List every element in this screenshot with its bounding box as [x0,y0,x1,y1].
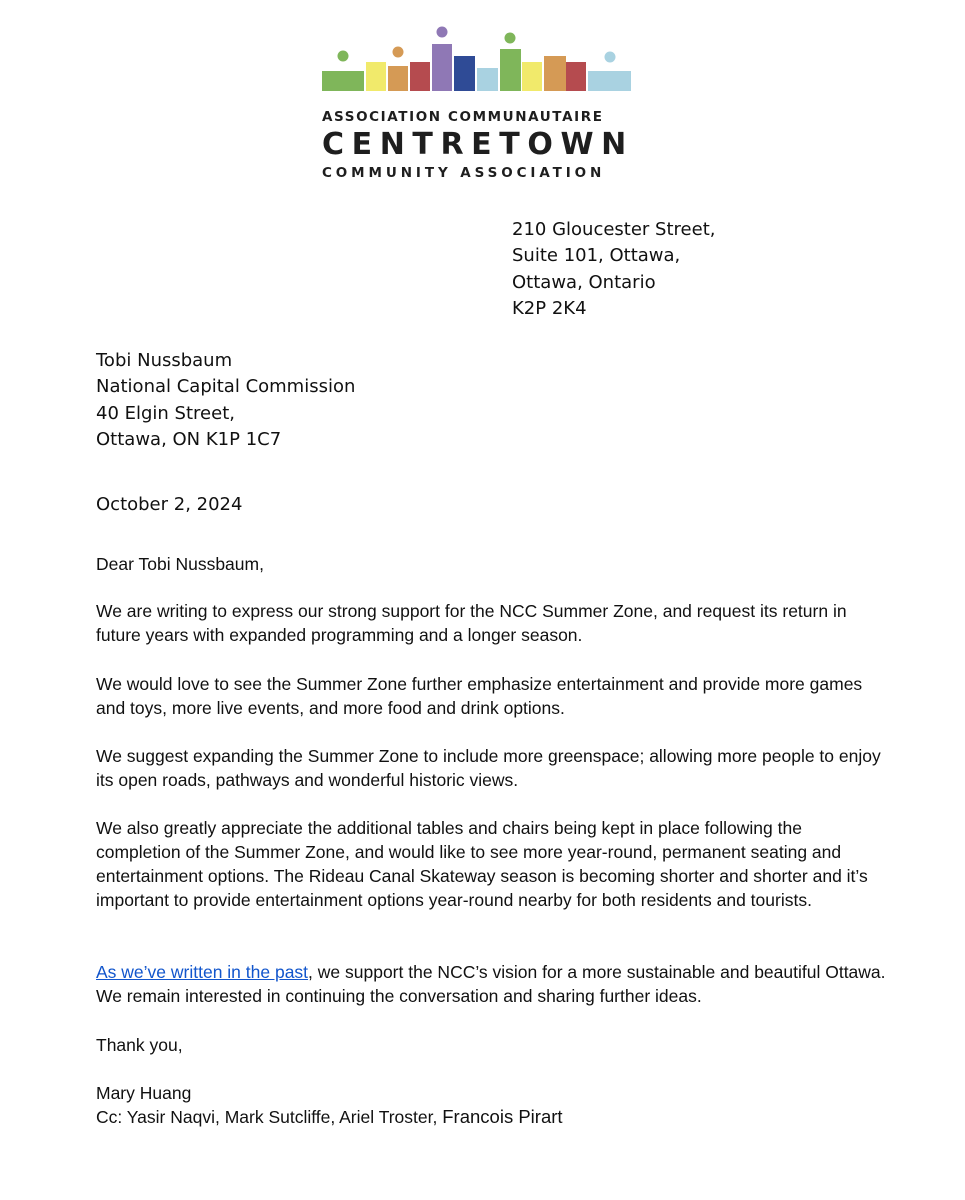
paragraph-5 [96,960,886,1008]
paragraph-3: We suggest expanding the Summer Zone to include more greenspace; allowing more people to enjoy its open roads, pathways and wonderful historic views. [96,746,881,790]
logo-dot [605,52,616,63]
logo-bars-graphic [0,0,965,110]
paragraph-2: We would love to see the Summer Zone further emphasize entertainment and provide more games and toys, more live events, and more food and drink options. [96,674,863,718]
cc-last-recipient: Francois Pirart [442,1106,563,1127]
letter-date: October 2, 2024 [96,494,243,515]
recipient-street: 40 Elgin Street, [96,402,235,424]
logo-text-centretown: CENTRETOWN [322,127,634,162]
address-line: Suite 101, Ottawa, [512,245,681,267]
recipient-address [96,348,355,453]
logo-dot [505,33,516,44]
salutation: Dear Tobi Nussbaum, [96,554,264,574]
logo-dot [338,51,349,62]
logo-dot [393,47,404,58]
logo-text-english: COMMUNITY ASSOCIATION [322,165,606,181]
past-letters-link[interactable]: As we’ve written in the past [96,962,309,982]
cc-line [96,1105,886,1129]
address-line: 210 Gloucester Street, [512,219,716,240]
logo-bar [544,56,566,91]
sender-address [512,217,715,322]
address-line: Ottawa, Ontario [512,271,656,293]
paragraph-5-text: , we support the NCC’s vision for a more sustainable and beautiful Ottawa. We remain interested in continuing the conversation and sharing further ideas. [96,962,886,1006]
signature-block [96,1081,886,1129]
logo-bar [366,62,386,91]
cc-recipients: Cc: Yasir Naqvi, Mark Sutcliffe, Ariel Troster, [96,1107,438,1127]
association-logo [0,0,965,190]
recipient-organization: National Capital Commission [96,376,356,398]
paragraph-4: We also greatly appreciate the additional tables and chairs being kept in place following the completion of the Summer Zone, and would like to see more year-round, permanent seating and entertainment options. The Rideau Canal Skateway season is becoming shorter and shorter and it’s important to provide entertainment options year-round nearby for both residents and tourists. [96,818,868,910]
logo-bar [566,62,586,91]
logo-bar [454,56,475,91]
logo-bar [388,66,408,91]
signature-name: Mary Huang [96,1083,192,1103]
logo-bar [522,62,542,91]
logo-bar [410,62,430,91]
logo-text-french: ASSOCIATION COMMUNAUTAIRE [322,109,604,125]
logo-dot [437,27,448,38]
recipient-name: Tobi Nussbaum [96,350,233,371]
logo-bar [477,68,498,91]
logo-bar [432,44,452,91]
address-line: K2P 2K4 [512,297,587,319]
recipient-city: Ottawa, ON K1P 1C7 [96,428,282,450]
paragraph-1: We are writing to express our strong support for the NCC Summer Zone, and request its return in future years with expanded programming and a longer season. [96,601,847,645]
closing: Thank you, [96,1035,183,1055]
logo-bar [588,71,631,91]
logo-bar [322,71,364,91]
logo-bar [500,49,521,91]
